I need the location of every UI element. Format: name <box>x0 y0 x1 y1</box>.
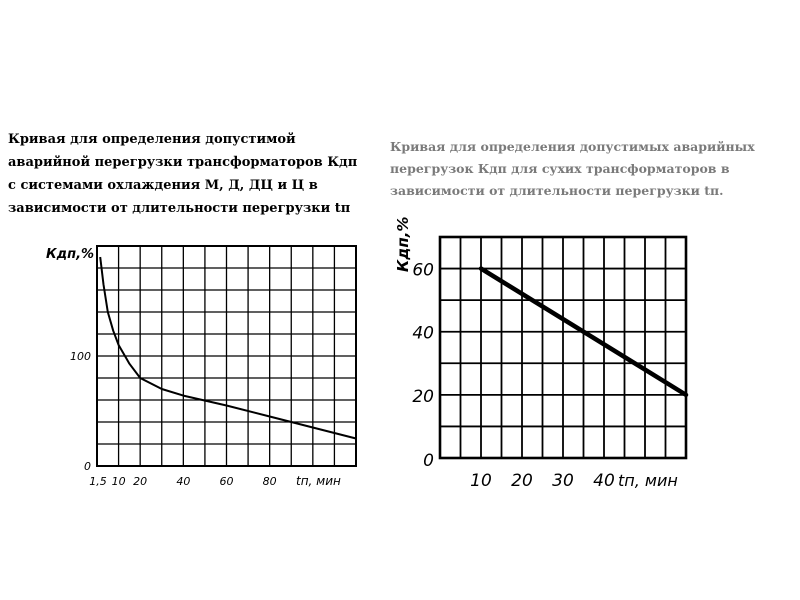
y-tick-label: 20 <box>412 386 434 407</box>
left-caption-line-1: Кривая для определения допустимой <box>8 132 296 147</box>
x-tick-label: 10 <box>111 475 126 488</box>
y-tick-label: 40 <box>412 323 434 344</box>
overload-curve <box>100 257 356 439</box>
left-overload-chart <box>46 246 356 488</box>
y-tick-label: 0 <box>423 451 434 471</box>
y-tick-label: 100 <box>70 350 91 363</box>
y-tick-label: 0 <box>84 460 91 473</box>
x-tick-label: 60 <box>219 475 234 488</box>
x-tick-label: 20 <box>133 475 148 488</box>
x-axis-label: tп, мин <box>618 471 678 490</box>
right-caption-line-2: перегрузок Кдп для сухих трансформаторов в <box>390 161 730 176</box>
left-caption-line-4: зависимости от длительности перегрузки tп <box>8 201 351 216</box>
left-caption-line-2: аварийной перегрузки трансформаторов Кдп <box>8 155 358 170</box>
x-axis-label: tп, мин <box>296 474 341 488</box>
x-tick-label: 40 <box>176 475 191 488</box>
x-tick-label: 1,5 <box>89 475 107 488</box>
right-caption-line-3: зависимости от длительности перегрузки tп. <box>390 183 724 198</box>
x-tick-label: 80 <box>262 475 277 488</box>
y-tick-label: 60 <box>412 260 434 281</box>
x-tick-label: 20 <box>511 471 533 491</box>
x-tick-label: 10 <box>470 471 492 491</box>
y-axis-label: Кдп,% <box>394 216 412 272</box>
x-tick-label: 40 <box>593 471 615 491</box>
left-caption-line-3: с системами охлаждения М, Д, ДЦ и Ц в <box>8 178 318 193</box>
y-axis-label: Кдп,% <box>46 247 95 262</box>
x-tick-label: 30 <box>552 471 574 491</box>
right-caption-line-1: Кривая для определения допустимых аварийных <box>390 139 755 154</box>
right-dry-transformer-chart <box>394 217 686 491</box>
